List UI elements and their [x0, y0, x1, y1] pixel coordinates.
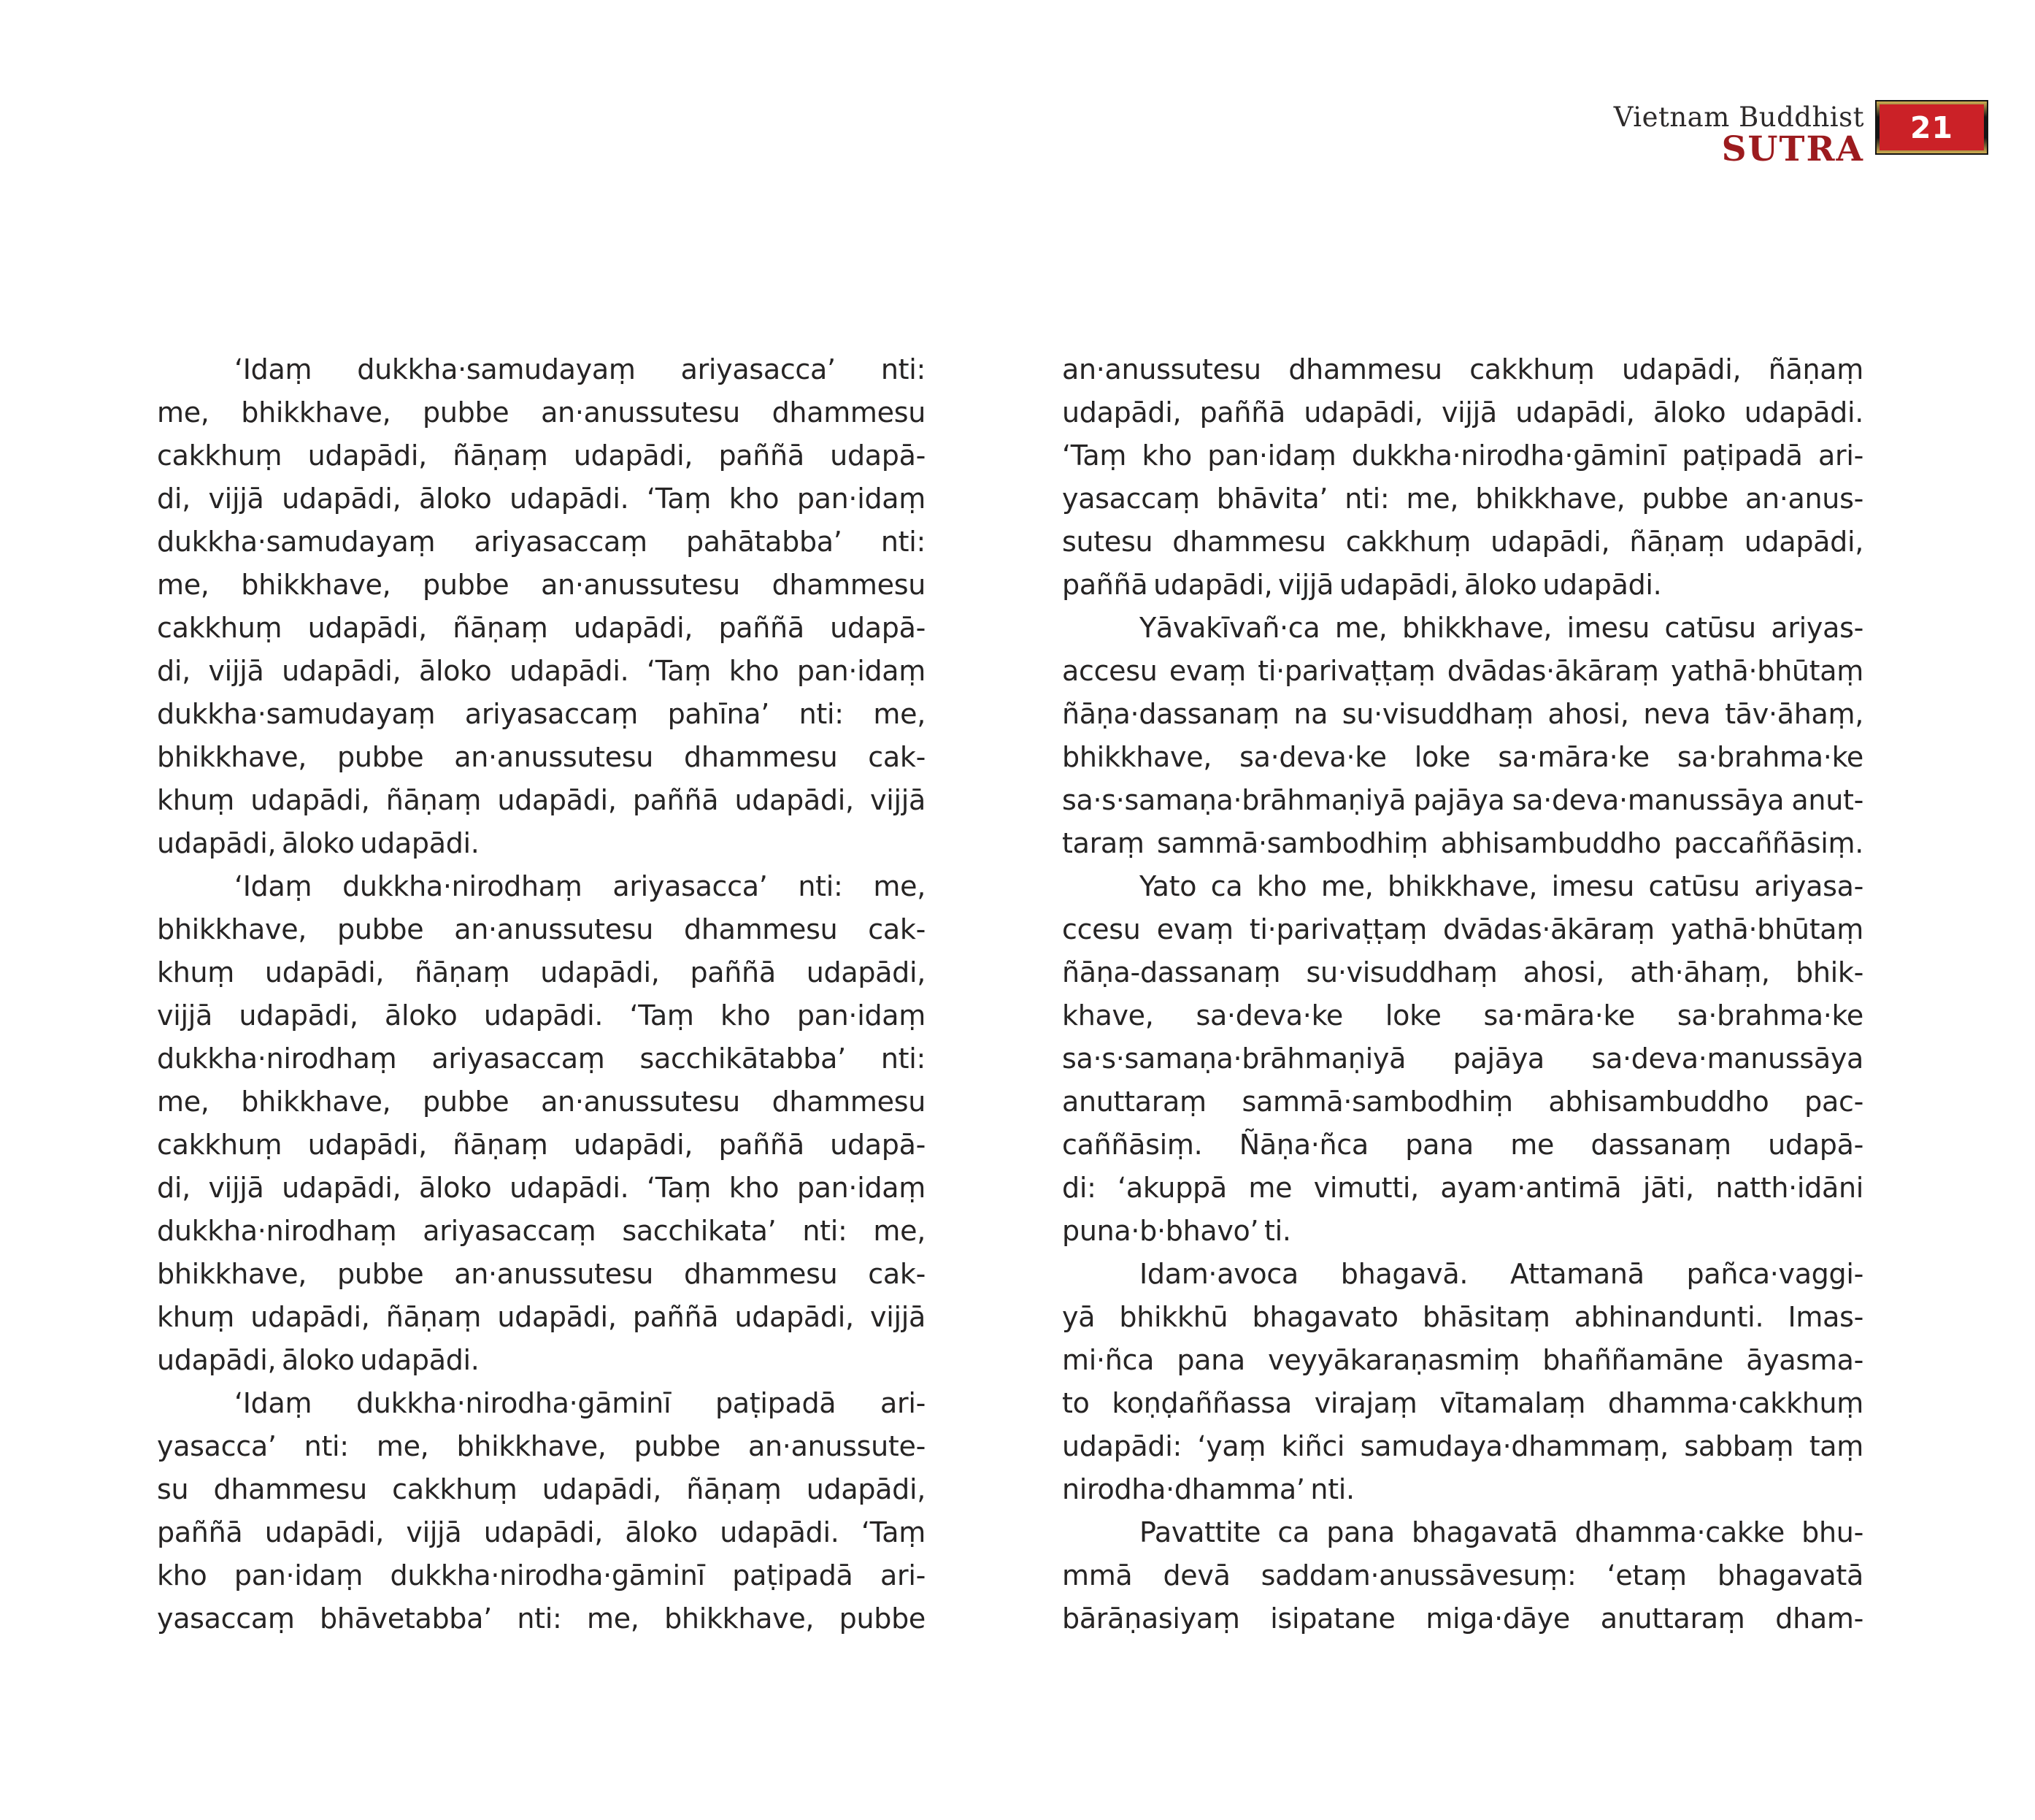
text-line: nirodha·dhamma’ nti. — [1062, 1473, 1355, 1505]
text-line: bhikkhave, pubbe an·anussutesu dhammesu cak- — [157, 741, 926, 773]
text-line: dukkha·nirodhaṃ ariyasaccaṃ sacchikata’ nti: me, — [157, 1215, 926, 1247]
text-line: di: ‘akuppā me vimutti, ayam·antimā jāti, natth·idāni — [1062, 1172, 1863, 1204]
text-line: bhikkhave, pubbe an·anussutesu dhammesu cak- — [157, 1258, 926, 1290]
text-line: puna·b·bhavo’ ti. — [1062, 1215, 1291, 1247]
text-line: khuṃ udapādi, ñāṇaṃ udapādi, paññā udapādi, vijjā — [157, 784, 926, 816]
page-header — [1613, 100, 1988, 169]
text-line: udapādi, āloko udapādi. — [157, 1344, 480, 1376]
text-line: Idam·avoca bhagavā. Attamanā pañca·vaggi- — [1139, 1258, 1863, 1290]
text-column-left — [157, 348, 926, 1640]
text-line: cakkhuṃ udapādi, ñāṇaṃ udapādi, paññā udapā- — [157, 612, 926, 644]
page-number: 21 — [1909, 110, 1954, 145]
text-line: udapādi: ‘yaṃ kiñci samudaya·dhammaṃ, sabbaṃ taṃ — [1062, 1430, 1863, 1462]
text-line: me, bhikkhave, pubbe an·anussutesu dhammesu — [157, 1086, 926, 1118]
text-line: ccesu evaṃ ti·parivaṭṭaṃ dvādas·ākāraṃ yathā·bhūtaṃ — [1062, 913, 1863, 945]
text-line: taraṃ sammā·sambodhiṃ abhisambuddho paccaññāsiṃ. — [1062, 827, 1863, 859]
text-line: di, vijjā udapādi, āloko udapādi. ‘Taṃ kho pan·idaṃ — [157, 655, 926, 687]
text-line: ñāṇa·dassanaṃ na su·visuddhaṃ ahosi, neva tāv·āhaṃ, — [1062, 698, 1863, 730]
text-line: dukkha·nirodhaṃ ariyasaccaṃ sacchikātabba’ nti: — [157, 1043, 926, 1075]
text-line: to koṇḍaññassa virajaṃ vītamalaṃ dhamma·cakkhuṃ — [1062, 1387, 1863, 1419]
text-line: khuṃ udapādi, ñāṇaṃ udapādi, paññā udapādi, vijjā — [157, 1301, 926, 1333]
brand-title: Vietnam Buddhist — [1613, 101, 1864, 133]
page-number-badge-inner — [1880, 104, 1984, 150]
text-line: yā bhikkhū bhagavato bhāsitaṃ abhinandunti. Imas- — [1062, 1301, 1863, 1333]
text-line: khave, sa·deva·ke loke sa·māra·ke sa·brahma·ke — [1062, 999, 1863, 1032]
text-line: cakkhuṃ udapādi, ñāṇaṃ udapādi, paññā udapā- — [157, 1129, 926, 1161]
page-number-badge — [1875, 100, 1988, 155]
text-line: ‘Taṃ kho pan·idaṃ dukkha·nirodha·gāminī paṭipadā ari- — [1062, 439, 1863, 472]
text-line: yasaccaṃ bhāvita’ nti: me, bhikkhave, pubbe an·anus- — [1062, 483, 1863, 515]
text-line: di, vijjā udapādi, āloko udapādi. ‘Taṃ kho pan·idaṃ — [157, 1172, 926, 1204]
text-line: udapādi, āloko udapādi. — [157, 827, 480, 859]
text-line: sa·s·samaṇa·brāhmaṇiyā pajāya sa·deva·manussāya anut- — [1062, 784, 1863, 816]
text-line: di, vijjā udapādi, āloko udapādi. ‘Taṃ kho pan·idaṃ — [157, 483, 926, 515]
text-line: ‘Idaṃ dukkha·nirodha·gāminī paṭipadā ari- — [234, 1387, 926, 1419]
text-line: mmā devā saddam·anussāvesuṃ: ‘etaṃ bhagavatā — [1062, 1559, 1863, 1591]
text-line: cakkhuṃ udapādi, ñāṇaṃ udapādi, paññā udapā- — [157, 439, 926, 472]
text-line: dukkha·samudayaṃ ariyasaccaṃ pahātabba’ nti: — [157, 526, 926, 558]
text-line: caññāsiṃ. Ñāṇa·ñca pana me dassanaṃ udapā- — [1062, 1129, 1863, 1161]
text-line: udapādi, paññā udapādi, vijjā udapādi, āloko udapādi. — [1062, 396, 1863, 429]
text-line: mi·ñca pana veyyākaraṇasmiṃ bhaññamāne āyasma- — [1062, 1344, 1863, 1376]
text-line: bhikkhave, sa·deva·ke loke sa·māra·ke sa·brahma·ke — [1062, 741, 1863, 773]
text-line: Pavattite ca pana bhagavatā dhamma·cakke bhu- — [1139, 1516, 1863, 1548]
text-line: dukkha·samudayaṃ ariyasaccaṃ pahīna’ nti: me, — [157, 698, 926, 730]
text-line: sa·s·samaṇa·brāhmaṇiyā pajāya sa·deva·manussāya — [1062, 1043, 1863, 1075]
text-line: Yāvakīvañ·ca me, bhikkhave, imesu catūsu ariyas- — [1139, 612, 1863, 644]
text-line: anuttaraṃ sammā·sambodhiṃ abhisambuddho pac- — [1062, 1086, 1863, 1118]
text-line: me, bhikkhave, pubbe an·anussutesu dhammesu — [157, 569, 926, 601]
text-line: ‘Idaṃ dukkha·samudayaṃ ariyasacca’ nti: — [234, 353, 926, 385]
text-line: Yato ca kho me, bhikkhave, imesu catūsu ariyasa- — [1139, 870, 1863, 902]
text-line: yasaccaṃ bhāvetabba’ nti: me, bhikkhave, pubbe — [157, 1602, 926, 1635]
brand-block — [1613, 101, 1864, 169]
text-column-right — [1062, 348, 1863, 1640]
text-line: yasacca’ nti: me, bhikkhave, pubbe an·anussute- — [157, 1430, 926, 1462]
text-line: paññā udapādi, vijjā udapādi, āloko udapādi. — [1062, 569, 1662, 601]
text-line: su dhammesu cakkhuṃ udapādi, ñāṇaṃ udapādi, — [157, 1473, 926, 1505]
text-line: paññā udapādi, vijjā udapādi, āloko udapādi. ‘Taṃ — [157, 1516, 926, 1548]
text-line: sutesu dhammesu cakkhuṃ udapādi, ñāṇaṃ udapādi, — [1062, 526, 1863, 558]
text-line: accesu evaṃ ti·parivaṭṭaṃ dvādas·ākāraṃ yathā·bhūtaṃ — [1062, 655, 1863, 687]
text-line: kho pan·idaṃ dukkha·nirodha·gāminī paṭipadā ari- — [157, 1559, 926, 1591]
text-line: me, bhikkhave, pubbe an·anussutesu dhammesu — [157, 396, 926, 429]
text-line: ‘Idaṃ dukkha·nirodhaṃ ariyasacca’ nti: me, — [234, 870, 926, 902]
sutra-wordmark: SUTRA — [1721, 129, 1864, 169]
text-line: ñāṇa-dassanaṃ su·visuddhaṃ ahosi, ath·āhaṃ, bhik- — [1062, 956, 1863, 988]
text-line: khuṃ udapādi, ñāṇaṃ udapādi, paññā udapādi, — [157, 956, 926, 988]
text-line: an·anussutesu dhammesu cakkhuṃ udapādi, ñāṇaṃ — [1062, 353, 1863, 385]
text-line: bārāṇasiyaṃ isipatane miga·dāye anuttaraṃ dham- — [1062, 1602, 1863, 1635]
text-line: bhikkhave, pubbe an·anussutesu dhammesu cak- — [157, 913, 926, 945]
text-line: vijjā udapādi, āloko udapādi. ‘Taṃ kho pan·idaṃ — [157, 999, 926, 1032]
